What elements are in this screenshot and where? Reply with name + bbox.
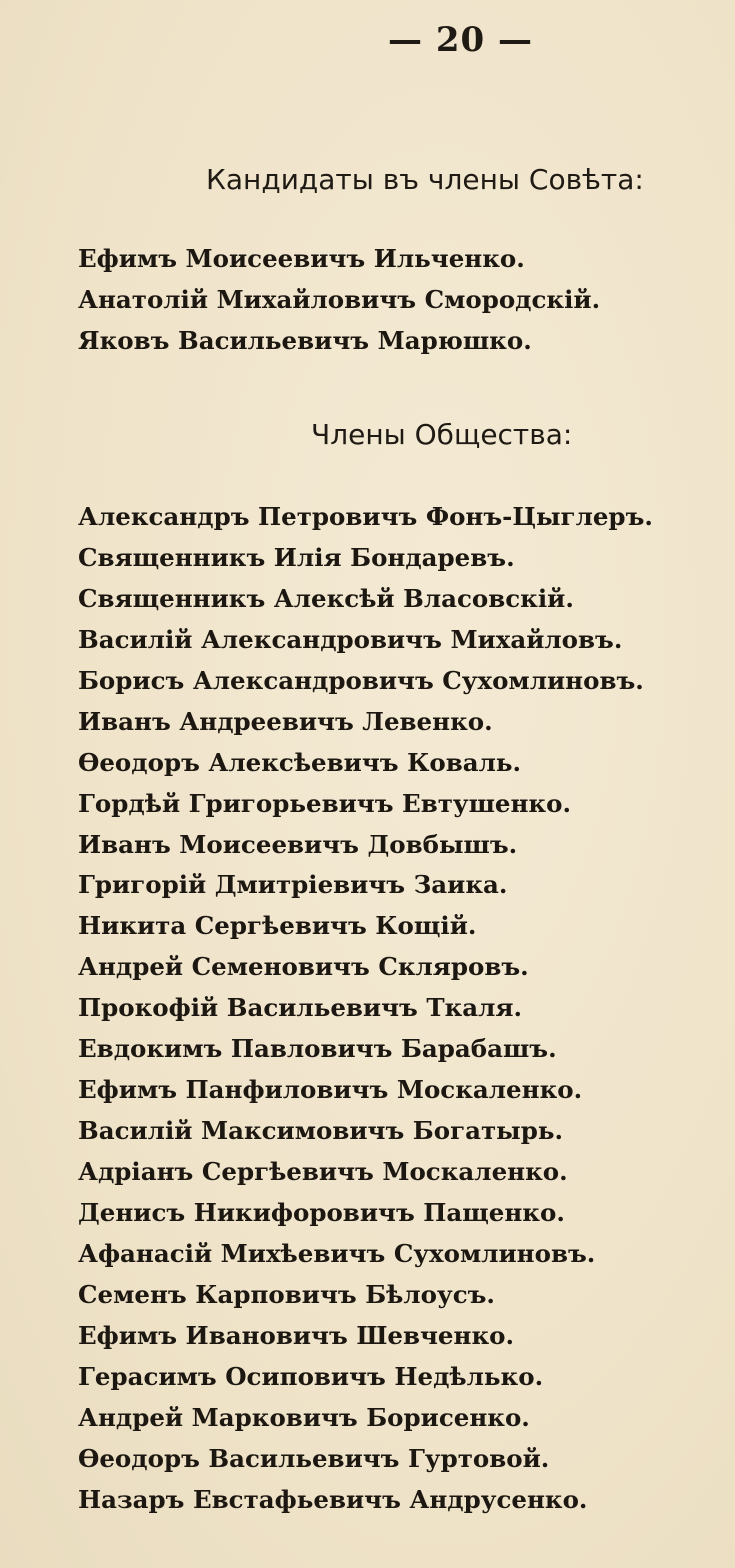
member-name: Денисъ Никифоровичъ Пащенко. xyxy=(78,1197,565,1227)
member-name: Назаръ Евстафьевичъ Андрусенко. xyxy=(78,1484,588,1514)
member-name: Герасимъ Осиповичъ Недѣлько. xyxy=(78,1361,544,1391)
member-name: Василій Максимовичъ Богатырь. xyxy=(78,1116,563,1146)
member-name: Андрей Марковичъ Борисенко. xyxy=(78,1402,530,1432)
member-name: Евдокимъ Павловичъ Барабашъ. xyxy=(78,1034,557,1064)
member-name: Никита Сергѣевичъ Кощій. xyxy=(78,911,477,941)
candidate-name: Ефимъ Моисеевичъ Ильченко. xyxy=(78,244,525,273)
member-name: Андрей Семеновичъ Скляровъ. xyxy=(78,952,529,982)
member-name: Григорій Дмитріевичъ Заика. xyxy=(78,870,508,900)
candidates-heading: Кандидаты въ члены Совѣта: xyxy=(206,163,644,196)
member-name: Прокофій Васильевичъ Ткаля. xyxy=(78,993,523,1023)
member-name: Священникъ Алексѣй Власовскій. xyxy=(78,583,574,613)
page-number: — 20 — xyxy=(388,20,533,60)
member-name: Семенъ Карповичъ Бѣлоусъ. xyxy=(78,1279,495,1309)
candidate-name: Анатолій Михайловичъ Смородскій. xyxy=(78,285,601,314)
candidate-name: Яковъ Васильевичъ Марюшко. xyxy=(78,326,532,355)
member-name: Ефимъ Ивановичъ Шевченко. xyxy=(78,1320,515,1350)
member-name: Ефимъ Панфиловичъ Москаленко. xyxy=(78,1075,583,1105)
member-name: Ѳеодоръ Алексѣевичъ Коваль. xyxy=(78,747,522,777)
member-name: Афанасій Михѣевичъ Сухомлиновъ. xyxy=(78,1238,596,1268)
members-heading: Члены Общества: xyxy=(311,418,573,451)
member-name: Гордѣй Григорьевичъ Евтушенко. xyxy=(78,788,571,818)
member-name: Иванъ Моисеевичъ Довбышъ. xyxy=(78,829,518,859)
member-name: Адріанъ Сергѣевичъ Москаленко. xyxy=(78,1157,568,1186)
member-name: Священникъ Илія Бондаревъ. xyxy=(78,542,515,572)
member-name: Александръ Петровичъ Фонъ-Цыглеръ. xyxy=(78,502,653,531)
members-list xyxy=(78,497,653,1520)
member-name: Борисъ Александровичъ Сухомлиновъ. xyxy=(78,665,644,695)
candidates-list xyxy=(78,238,600,361)
member-name: Ѳеодоръ Васильевичъ Гуртовой. xyxy=(78,1443,550,1473)
member-name: Василій Александровичъ Михайловъ. xyxy=(78,624,623,654)
member-name: Иванъ Андреевичъ Левенко. xyxy=(78,706,493,736)
